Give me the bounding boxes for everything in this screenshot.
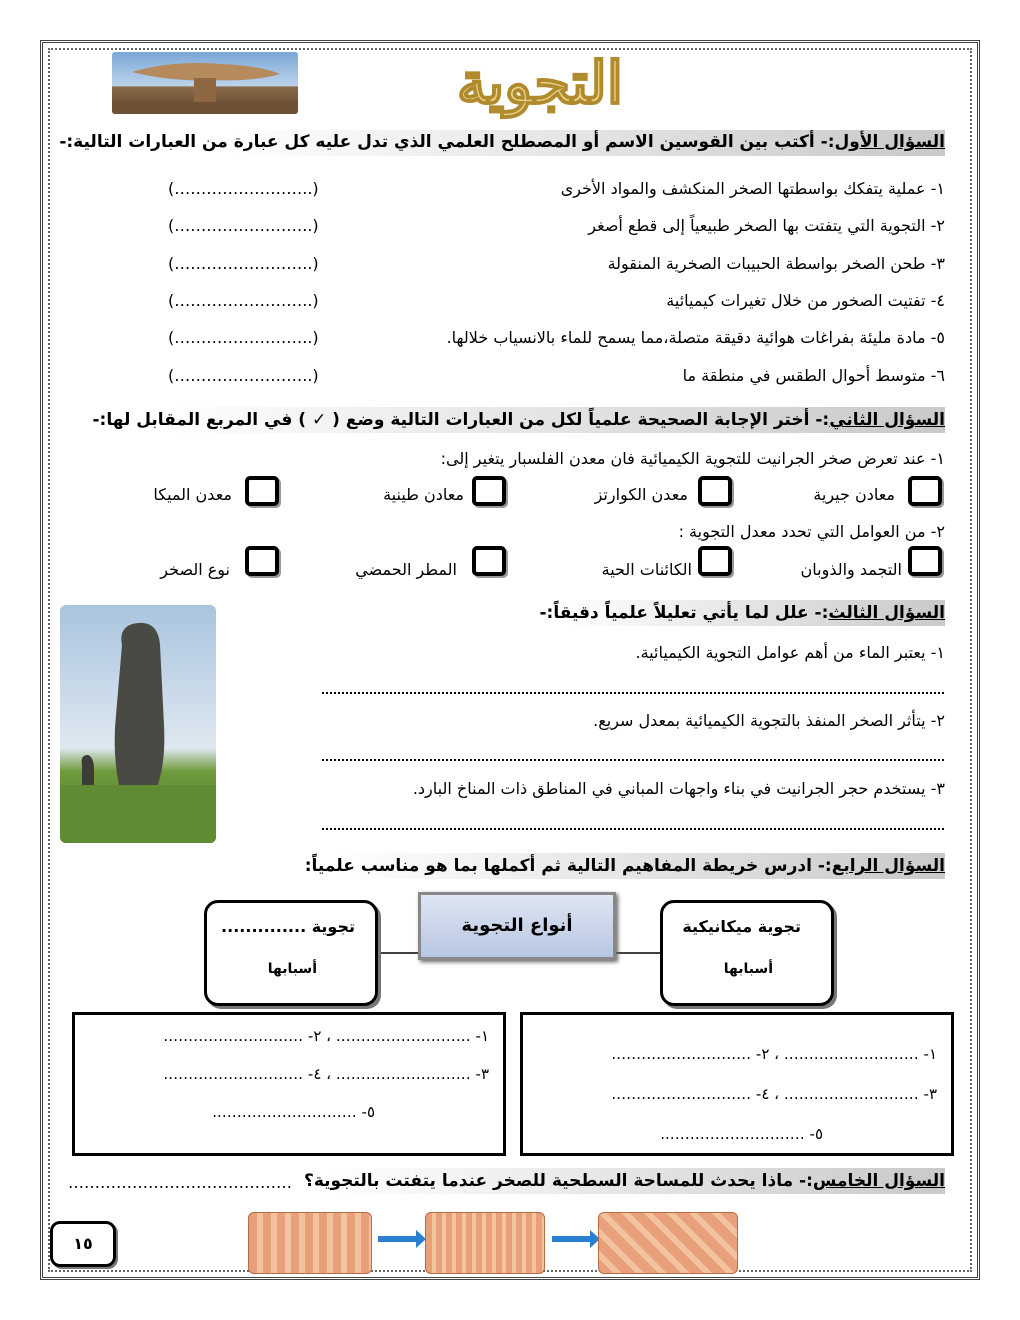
q2-2-option-b: الكائنات الحية [601,560,692,579]
q1-text: :- أكتب بين القوسين الاسم أو المصطلح العلمي الذي تدل عليه كل عبارة من العبارات التالية:- [59,132,835,152]
q2-item-2: ٢- من العوامل التي تحدد معدل التجوية : [678,522,945,541]
q3-text: :- علل لما يأتي تعليلاً علمياً دقيقاً:- [539,603,829,623]
arrow-icon [552,1236,592,1242]
q5-label: السؤال الخامس [812,1171,945,1191]
other-cause-line-3[interactable]: ٥- ……………………….. [212,1103,375,1121]
q1-blank-6[interactable]: (……………………..) [168,366,319,385]
page-number: ١٥ [50,1221,116,1267]
mechanical-weathering-box [660,900,834,1006]
cracked-rock-image [425,1212,545,1274]
mechanical-causes-note [520,1012,954,1156]
q4-text: :- ادرس خريطة المفاهيم التالية ثم أكملها بما هو مناسب علمياً: [304,856,832,876]
q2-item-1: ١- عند تعرض صخر الجرانيت للتجوية الكيميائية فان معدن الفلسبار يتغير إلى: [440,449,945,468]
q2-1-option-a: معادن جيرية [813,485,895,504]
q2-1-option-c: معادن طينية [383,485,464,504]
mechanical-cause-line-1[interactable]: ١- ……………………… ، ٢- ………………………. [611,1045,937,1063]
fragmented-rock-image [598,1212,738,1274]
q1-blank-4[interactable]: (……………………..) [168,291,319,310]
mechanical-weathering-title: تجوية ميكانيكية [682,917,801,936]
q2-2-option-c: المطر الحمضي [355,560,457,579]
q2-text: :- أختر الإجابة الصحيحة علمياً لكل من العبارات التالية وضع ( ✓ ) في المربع المقابل لها:- [92,410,830,430]
q4-label: السؤال الرابع [831,856,945,876]
q3-item-1: ١- يعتبر الماء من أهم عوامل التجوية الكيميائية. [635,643,945,662]
mechanical-causes-label: أسبابها [723,961,773,977]
q2-1-option-d: معدن الميكا [153,485,232,504]
other-cause-line-2[interactable]: ٣- ……………………… ، ٤- ………………………. [163,1065,489,1083]
other-weathering-box [204,900,378,1006]
q2-1-option-b: معدن الكوارتز [594,485,688,504]
other-cause-line-1[interactable]: ١- ……………………… ، ٢- ………………………. [163,1027,489,1045]
q2-2-option-a: التجمد والذوبان [800,560,902,579]
q2-2-option-d: نوع الصخر [160,560,230,579]
weathering-types-center: أنواع التجوية [418,892,616,960]
q1-item-6: ٦- متوسط أحوال الطقس في منطقة ما [682,366,945,385]
q5-answer-blank[interactable]: …………………………………… [68,1173,292,1192]
q3-item-3: ٣- يستخدم حجر الجرانيت في بناء واجهات المباني في المناطق ذات المناخ البارد. [412,779,945,798]
other-causes-note [72,1012,506,1156]
arrow-icon [378,1236,418,1242]
q1-blank-1[interactable]: (……………………..) [168,179,319,198]
q3-label: السؤال الثالث [828,603,945,623]
q1-label: السؤال الأول [834,132,945,152]
q1-blank-2[interactable]: (……………………..) [168,216,319,235]
q1-blank-5[interactable]: (……………………..) [168,328,319,347]
mechanical-cause-line-3[interactable]: ٥- ……………………….. [660,1125,823,1143]
q1-item-4: ٤- تفتيت الصخور من خلال تغيرات كيميائية [666,291,945,310]
q1-item-2: ٢- التجوية التي يتفتت بها الصخر طبيعياً إلى قطع أصغر [588,216,945,235]
q3-item-2: ٢- يتأثر الصخر المنفذ بالتجوية الكيميائية بمعدل سريع. [593,711,945,730]
q1-item-5: ٥- مادة مليئة بفراغات هوائية دقيقة متصلة،مما يسمح للماء بالانسياب خلالها. [446,328,945,347]
q1-blank-3[interactable]: (……………………..) [168,254,319,273]
other-weathering-title[interactable]: تجوية .............. [221,917,355,936]
page-title: التجوية [457,49,623,117]
other-causes-label: أسبابها [267,961,317,977]
q1-item-1: ١- عملية يتفكك بواسطتها الصخر المنكشف والمواد الأخرى [560,179,945,198]
q5-text: :- ماذا يحدث للمساحة السطحية للصخر عندما يتفتت بالتجوية؟ [303,1171,813,1191]
q5-header [304,1171,945,1191]
intact-rock-image [248,1212,372,1274]
q2-label: السؤال الثاني [829,410,945,430]
q1-item-3: ٣- طحن الصخر بواسطة الحبيبات الصخرية المنقولة [607,254,945,273]
mechanical-cause-line-2[interactable]: ٣- ……………………… ، ٤- ………………………. [611,1085,937,1103]
